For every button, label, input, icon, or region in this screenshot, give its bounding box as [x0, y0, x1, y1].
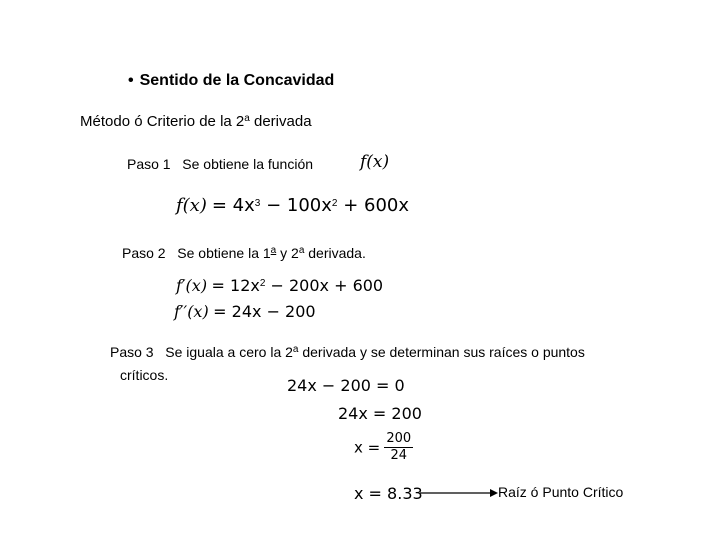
second-derivative-rhs: = 24x − 200 — [213, 302, 316, 321]
step2-ord-b: a — [298, 245, 305, 256]
critical-point-annotation: Raíz ó Punto Crítico — [498, 484, 624, 500]
step3-eq1: 24x − 200 = 0 — [287, 376, 405, 395]
step3-label: Paso 3 — [110, 344, 154, 360]
method-line — [80, 113, 312, 130]
step2-line — [122, 245, 366, 261]
fraction — [384, 431, 413, 464]
step3-eq4: x = 8.33 — [354, 484, 423, 503]
step1-equation — [176, 195, 409, 216]
step3-text-b: derivada y se determinan sus raíces o puntos — [298, 344, 585, 360]
step3-eq2: 24x = 200 — [338, 404, 422, 423]
step2-text-b: y 2 — [276, 245, 299, 261]
arrow-icon — [420, 486, 498, 500]
step3-eq3-lhs: x = — [354, 438, 381, 457]
method-prefix: Método ó Criterio de la 2 — [80, 113, 245, 130]
step2-ord-a: a — [270, 245, 277, 256]
step1-label: Paso 1 — [127, 156, 171, 172]
step2-text-c: derivada. — [304, 245, 366, 261]
method-suffix: derivada — [249, 113, 312, 130]
heading-text: Sentido de la Concavidad — [139, 72, 335, 89]
step2-label: Paso 2 — [122, 245, 166, 261]
step3-line — [110, 344, 585, 360]
first-derivative-lhs: f′(x) — [176, 276, 208, 295]
step3-ord: a — [292, 344, 299, 355]
first-derivative-term-b: − 200x + 600 — [265, 276, 384, 295]
second-derivative-lhs: f′′(x) — [174, 302, 209, 321]
eq-term-c: + 600x — [337, 195, 410, 216]
step1-line — [127, 156, 313, 172]
eq-term-b: − 100x — [260, 195, 332, 216]
eq-exp-a: 3 — [254, 198, 261, 209]
fraction-numerator: 200 — [386, 431, 412, 446]
first-derivative-term-a: = 12x — [211, 276, 260, 295]
first-derivative — [176, 276, 383, 296]
eq-exp-b: 2 — [331, 198, 338, 209]
section-heading — [128, 72, 334, 90]
step1-func-ref: f(x) — [360, 152, 390, 172]
step3-line-2: críticos. — [120, 367, 169, 383]
fraction-denominator: 24 — [390, 448, 408, 463]
eq-lhs: f(x) — [176, 195, 207, 216]
step1-text: Se obtiene la función — [182, 156, 314, 172]
step3-eq3 — [354, 431, 413, 464]
bullet: • — [128, 72, 134, 89]
method-ordinal: a — [244, 113, 250, 124]
step3-text-a: Se iguala a cero la 2 — [165, 344, 293, 360]
first-derivative-exp: 2 — [259, 278, 266, 289]
eq-term-a: = 4x — [211, 195, 255, 216]
step2-text-a: Se obtiene la 1 — [177, 245, 271, 261]
second-derivative — [174, 302, 316, 322]
